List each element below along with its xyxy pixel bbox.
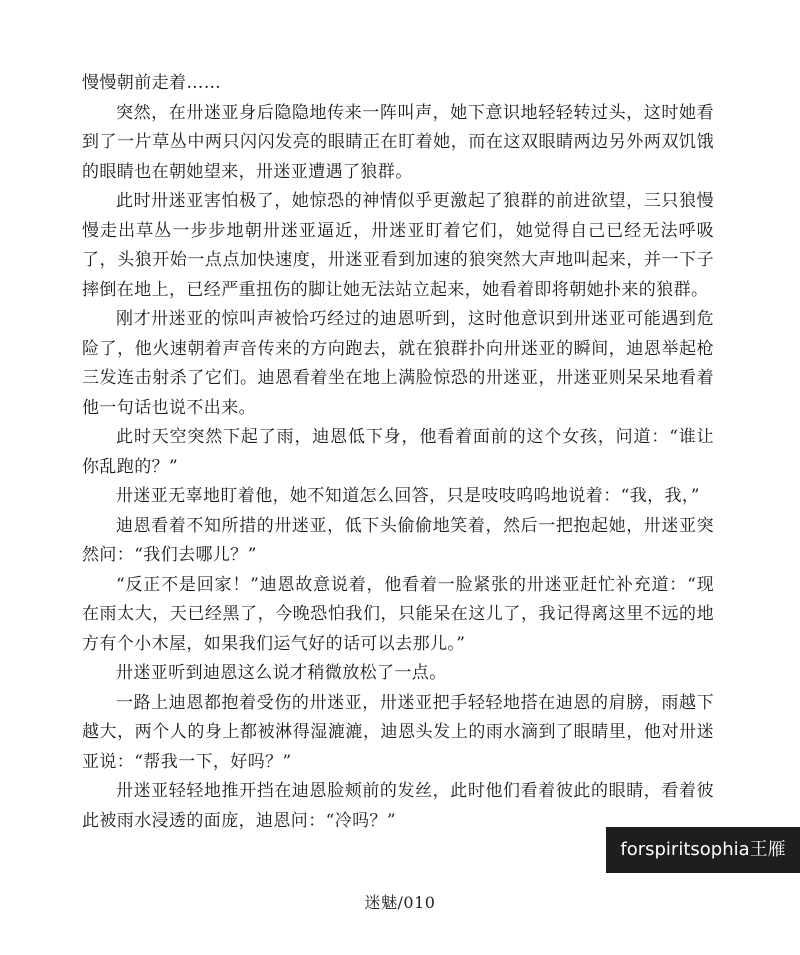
paragraph-9: 卅迷亚听到迪恩这么说才稍微放松了一点。 — [116, 663, 447, 683]
book-page-text — [82, 69, 714, 836]
paragraph-2: 突然，在卅迷亚身后隐隐地传来一阵叫声，她下意识地轻轻转过头，这时她看到了一片草丛中两只闪闪发亮的眼睛正在盯着她，而在这双眼睛两边另外两双饥饿的眼睛也在朝她望来，卅迷亚遭遇了狼群。 — [82, 102, 714, 182]
paragraph-7: 迪恩看着不知所措的卅迷亚，低下头偷偷地笑着，然后一把抱起她，卅迷亚突然问：“我们去哪儿？” — [82, 515, 714, 565]
paragraph-4: 刚才卅迷亚的惊叫声被恰巧经过的迪恩听到，这时他意识到卅迷亚可能遇到危险了，他火速朝着声音传来的方向跑去，就在狼群扑向卅迷亚的瞬间，迪恩举起枪三发连击射杀了它们。迪恩看着坐在地上满脸惊恐的卅迷亚，卅迷亚则呆呆地看着他一句话也说不出来。 — [82, 309, 714, 418]
paragraph-10: 一路上迪恩都抱着受伤的卅迷亚，卅迷亚把手轻轻地搭在迪恩的肩膀，雨越下越大，两个人的身上都被淋得湿漉漉，迪恩头发上的雨水滴到了眼睛里，他对卅迷亚说：“帮我一下，好吗？” — [82, 692, 714, 772]
watermark-label: forspiritsophia王雁 — [606, 827, 800, 873]
paragraph-1: 慢慢朝前走着…… — [82, 73, 222, 93]
paragraph-5: 此时天空突然下起了雨，迪恩低下身，他看着面前的这个女孩，问道：“谁让你乱跑的？” — [82, 427, 714, 477]
paragraph-3: 此时卅迷亚害怕极了，她惊恐的神情似乎更激起了狼群的前进欲望，三只狼慢慢走出草丛一步步地朝卅迷亚逼近，卅迷亚盯着它们，她觉得自己已经无法呼吸了，头狼开始一点点加快速度，卅迷亚看到加速的狼突然大声地叫起来，并一下子摔倒在地上，已经严重扭伤的脚让她无法站立起来，她看着即将朝她扑来的狼群。 — [82, 191, 714, 300]
paragraph-8: “反正不是回家！”迪恩故意说着，他看着一脸紧张的卅迷亚赶忙补充道：“现在雨太大，天已经黑了，今晚恐怕我们，只能呆在这儿了，我记得离这里不远的地方有个小木屋，如果我们运气好的话可以去那儿。” — [82, 574, 714, 654]
paragraph-11: 卅迷亚轻轻地推开挡在迪恩脸颊前的发丝，此时他们看着彼此的眼睛，看着彼此被雨水浸透的面庞，迪恩问：“冷吗？” — [82, 781, 714, 831]
paragraph-6: 卅迷亚无辜地盯着他，她不知道怎么回答，只是吱吱呜呜地说着：“我，我，” — [116, 486, 700, 506]
page-number: 迷魅/010 — [364, 893, 436, 912]
